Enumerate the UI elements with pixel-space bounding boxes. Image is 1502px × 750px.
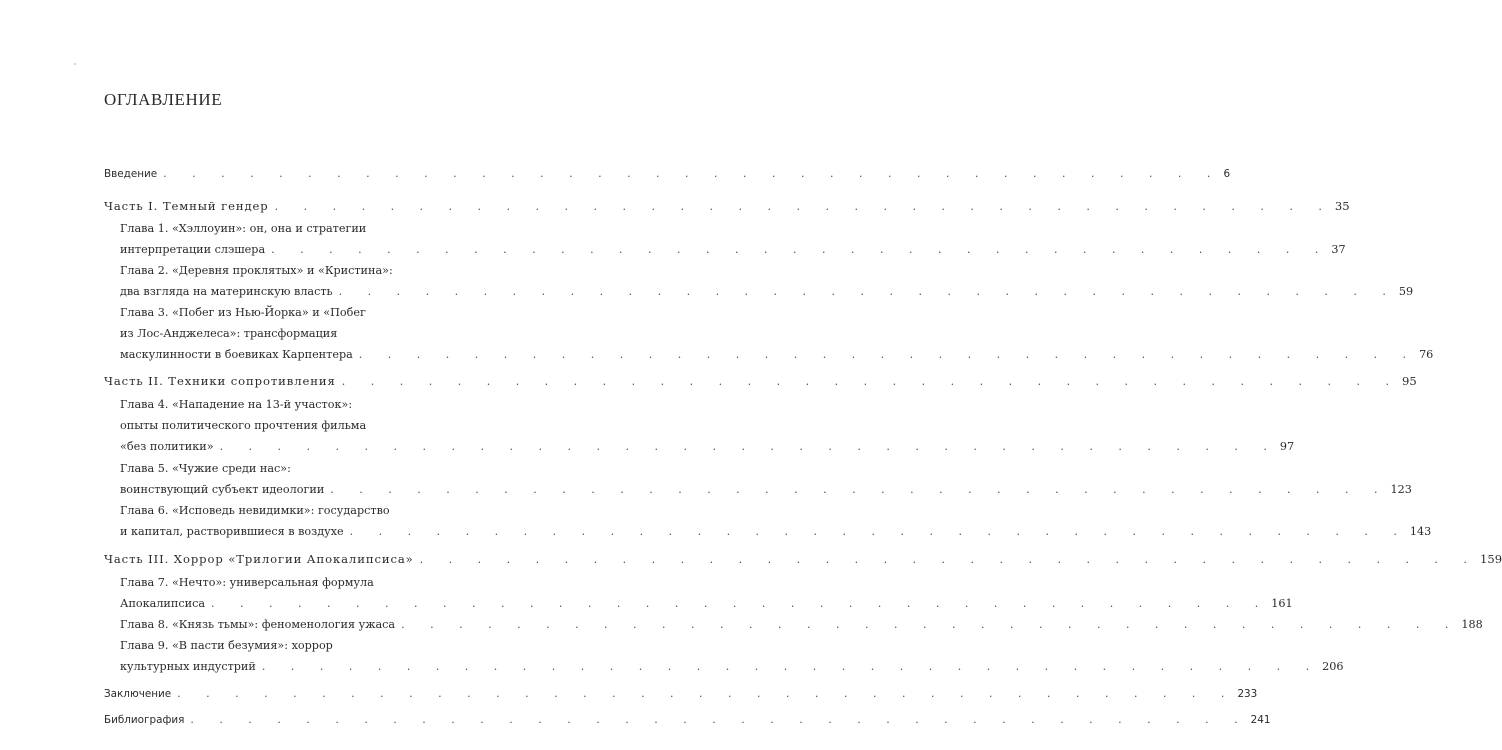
toc-chapter-5[interactable] [120, 458, 1412, 500]
toc-chapter-text: культурных индустрий [120, 660, 256, 673]
toc-part-title: Часть III. Хоррор «Трилогии Апокалипсиса» [104, 552, 414, 566]
toc-chapter-text: маскулинности в боевиках Карпентера [120, 348, 353, 361]
dot-leader: . . . . . . . . . . . . . . . . . . . . . . . . . . . . . . . . . . . . . [330, 483, 1389, 496]
toc-chapter-6[interactable] [120, 500, 1432, 542]
toc-part-title: Часть I. Темный гендер [104, 199, 269, 213]
toc-page-number: 76 [1419, 348, 1434, 361]
dot-leader: . . . . . . . . . . . . . . . . . . . . . . . . . . . . . . . . . . . . . [163, 167, 1222, 180]
dot-leader: . . . . . . . . . . . . . . . . . . . . . . . . . . . . . . . . . . . . . [338, 285, 1397, 298]
toc-page-number: 123 [1390, 483, 1412, 496]
toc-chapter-4[interactable] [120, 394, 1295, 457]
dot-leader: . . . . . . . . . . . . . . . . . . . . . . . . . . . . . . . . . . . . . [211, 597, 1270, 610]
dot-leader: . . . . . . . . . . . . . . . . . . . . . . . . . . . . . . . . . . . . . [401, 618, 1460, 631]
toc-chapter-3[interactable] [120, 302, 1434, 365]
toc-page-number: 37 [1331, 243, 1346, 256]
toc-page-number: 35 [1334, 199, 1350, 213]
toc-chapter-text: «без политики» [120, 440, 214, 453]
toc-page-number: 206 [1322, 660, 1344, 673]
toc-page-number: 233 [1237, 688, 1258, 700]
toc-page-number: 188 [1461, 618, 1483, 631]
toc-chapter-text: Глава 1. «Хэллоуин»: он, она и стратегии [120, 222, 367, 235]
toc-page-number: 6 [1223, 168, 1231, 180]
dot-leader: . . . . . . . . . . . . . . . . . . . . . . . . . . . . . . . . . . . . . [358, 348, 1418, 361]
toc-chapter-2[interactable] [120, 260, 1414, 302]
toc-part-title: Часть II. Техники сопротивления [104, 374, 336, 388]
toc-entry-bibliography[interactable] [104, 709, 1271, 730]
toc-chapter-text: Апокалипсиса [120, 597, 206, 610]
toc-chapter-text: два взгляда на материнскую власть [120, 285, 333, 298]
toc-chapter-text: воинствующий субъект идеологии [120, 483, 325, 496]
toc-page-number: 241 [1250, 714, 1271, 726]
toc-entry-text: Введение [104, 168, 158, 180]
dot-leader: . . . . . . . . . . . . . . . . . . . . . . . . . . . . . . . . . . . . . [190, 713, 1249, 726]
dot-leader: . . . . . . . . . . . . . . . . . . . . . . . . . . . . . . . . . . . . . [177, 687, 1236, 700]
dot-leader: . . . . . . . . . . . . . . . . . . . . . . . . . . . . . . . . . . . . . [219, 440, 1278, 453]
toc-chapter-text: из Лос-Анджелеса»: трансформация [120, 327, 338, 340]
dot-leader: . . . . . . . . . . . . . . . . . . . . . . . . . . . . . . . . . . . . . [341, 375, 1400, 388]
dot-leader: . . . . . . . . . . . . . . . . . . . . . . . . . . . . . . . . . . . . . [419, 553, 1478, 566]
toc-entry-introduction[interactable] [104, 163, 1231, 184]
toc-chapter-text: Глава 4. «Нападение на 13-й участок»: [120, 398, 353, 411]
toc-chapter-1[interactable] [120, 218, 1346, 260]
toc-chapter-text: и капитал, растворившиеся в воздухе [120, 525, 344, 538]
toc-chapter-text: Глава 5. «Чужие среди нас»: [120, 462, 291, 475]
dot-leader: . . . . . . . . . . . . . . . . . . . . . . . . . . . . . . . . . . . . . [271, 243, 1330, 256]
toc-chapter-text: Глава 6. «Исповедь невидимки»: государство [120, 504, 390, 517]
toc-entry-text: Заключение [104, 688, 172, 700]
toc-chapter-8[interactable] [120, 614, 1483, 635]
dot-leader: . . . . . . . . . . . . . . . . . . . . . . . . . . . . . . . . . . . . . [274, 200, 1333, 213]
toc-chapter-text: Глава 9. «В пасти безумия»: хоррор [120, 639, 333, 652]
toc-chapter-text: интерпретации слэшера [120, 243, 266, 256]
table-of-contents [104, 0, 1502, 750]
toc-part-2[interactable] [104, 371, 1417, 392]
toc-title: ОГЛАВЛЕНИЕ [104, 90, 223, 109]
toc-chapter-text: Глава 7. «Нечто»: универсальная формула [120, 576, 374, 589]
toc-page-number: 59 [1398, 285, 1414, 298]
dot-leader: . . . . . . . . . . . . . . . . . . . . . . . . . . . . . . . . . . . . . [349, 525, 1408, 538]
dot-leader: . . . . . . . . . . . . . . . . . . . . . . . . . . . . . . . . . . . . . [261, 660, 1321, 673]
toc-entry-text: Библиография [104, 714, 185, 726]
toc-page-number: 161 [1271, 597, 1293, 610]
toc-page-number: 143 [1409, 525, 1432, 538]
toc-chapter-text: опыты политического прочтения фильма [120, 419, 367, 432]
toc-entry-conclusion[interactable] [104, 683, 1258, 704]
toc-chapter-9[interactable] [120, 635, 1344, 677]
toc-chapter-text: Глава 3. «Побег из Нью-Йорка» и «Побег [120, 306, 366, 319]
toc-page-number: 95 [1402, 374, 1417, 388]
toc-part-1[interactable] [104, 196, 1350, 217]
toc-chapter-text: Глава 2. «Деревня проклятых» и «Кристина»: [120, 264, 393, 277]
toc-page-number: 159 [1479, 552, 1502, 566]
toc-chapter-7[interactable] [120, 572, 1293, 614]
page-speck [74, 63, 76, 65]
toc-chapter-text: Глава 8. «Князь тьмы»: феноменология ужаса [120, 618, 396, 631]
toc-part-3[interactable] [104, 549, 1502, 570]
toc-page-number: 97 [1279, 440, 1295, 453]
